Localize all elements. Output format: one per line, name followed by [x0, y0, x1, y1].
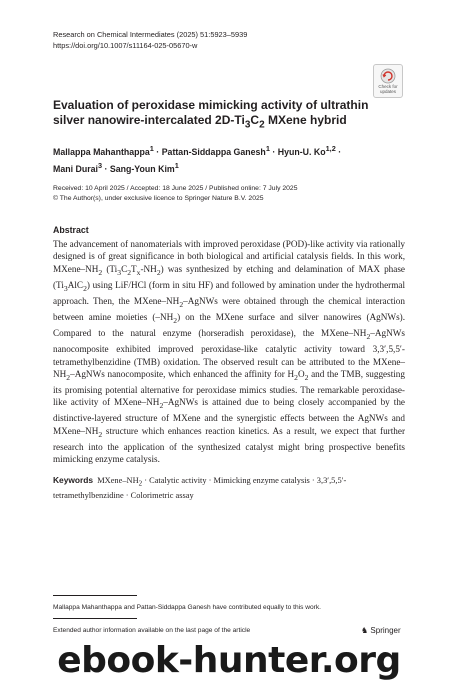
- author-name[interactable]: Hyun-U. Ko: [277, 146, 326, 157]
- keywords: Keywords MXene–$NH_2$ · Catalytic activity · Mimicking enzyme catalysis · 3,3′,5,5′-tetramethylbenzidine · Colorimetric assay: [53, 475, 347, 500]
- extended-info-note: Extended author information available on the last page of the article: [53, 627, 251, 634]
- abstract-text: The advancement of nanomaterials with improved peroxidase (POD)-like activity via rationally designed is of great significance in both biological and artificial catalysis fields. In this work, MXene–$NH_2$ $(Ti_3C_2T_x-NH_2)$ was synthesized by etching and delamination of MAX phase $(Ti_3AlC_2)$ using LiF/HCl (form in situ HF) and followed by amination under the hydrothermal approach. Then, the MXene–$NH_2$–AgNWs were obtained through the chemical interaction between amine moieties $(-NH_2)$ on the MXene surface and silver nanowires (AgNWs). Compared to the natural enzyme (horseradish peroxidase), the MXene–$NH_2$–AgNWs nanocomposite exhibited improved peroxidase-like catalytic activity toward 3,3′,5,5′-tetramethylbenzidine (TMB) oxidation. The observed result can be attributed to the MXene–$NH_2$–AgNWs nanocomposite, which enhanced the affinity for $H_2O_2$ and the TMB, suggesting its promising potential alternative for peroxidase mimics studies. The remarkable peroxidase-like activity of MXene–$NH_2$–AgNWs is attained due to being closely accompanied by the distinctive-layered structure of MXene and the synergistic effects between the AgNWs and MXene–$NH_2$ structure which enhances reaction kinetics. As a result, we expect that further research into the application of the synthesized catalyst might bring prospective benefits mimicking enzyme catalysis.: [53, 239, 406, 465]
- footnote-divider: [53, 595, 137, 596]
- author-name[interactable]: Mallappa Mahanthappa: [53, 146, 150, 157]
- journal-citation: Research on Chemical Intermediates (2025) 51:5923–5939: [53, 30, 248, 39]
- author-name[interactable]: Pattan-Siddappa Ganesh: [161, 146, 266, 157]
- footnote-divider-2: [53, 618, 137, 619]
- refresh-icon: [380, 68, 396, 84]
- badge-label-2: updates: [379, 89, 396, 94]
- publication-dates: [53, 184, 413, 204]
- doi-link[interactable]: https://doi.org/10.1007/s11164-025-05670-w: [53, 41, 198, 50]
- keywords-label: Keywords: [53, 475, 94, 485]
- copyright-line: © The Author(s), under exclusive licence to Springer Nature B.V. 2025: [53, 195, 264, 202]
- abstract-heading: Abstract: [53, 225, 89, 235]
- badge-label-1: Check for: [378, 84, 398, 89]
- received-accepted-published: Received: 10 April 2025 / Accepted: 18 June 2025 / Published online: 7 July 2025: [53, 185, 298, 192]
- publisher-logo: [361, 626, 401, 635]
- author-list: Mallappa Mahanthappa$^1$ · Pattan-Siddappa Ganesh$^1$ · Hyun-U. Ko$^{1,2}$ · Mani Durai$^3$ · Sang-Youn Kim$^1$: [53, 144, 342, 174]
- watermark: ebook-hunter.org: [57, 640, 401, 681]
- article-title: Evaluation of peroxidase mimicking activity of ultrathin silver nanowire-intercalated $2D-Ti_3C_2$ MXene hybrid: [53, 98, 369, 131]
- author-name[interactable]: Sang-Youn Kim: [109, 163, 175, 174]
- equal-contribution-note: Mallappa Mahanthappa and Pattan-Siddappa Ganesh have contributed equally to this work.: [53, 604, 321, 611]
- check-for-updates-badge[interactable]: [373, 64, 403, 98]
- horse-icon: ♞: [361, 626, 369, 635]
- journal-header: [53, 29, 247, 51]
- author-name[interactable]: Mani Durai: [53, 163, 98, 174]
- publisher-name: Springer: [370, 626, 401, 635]
